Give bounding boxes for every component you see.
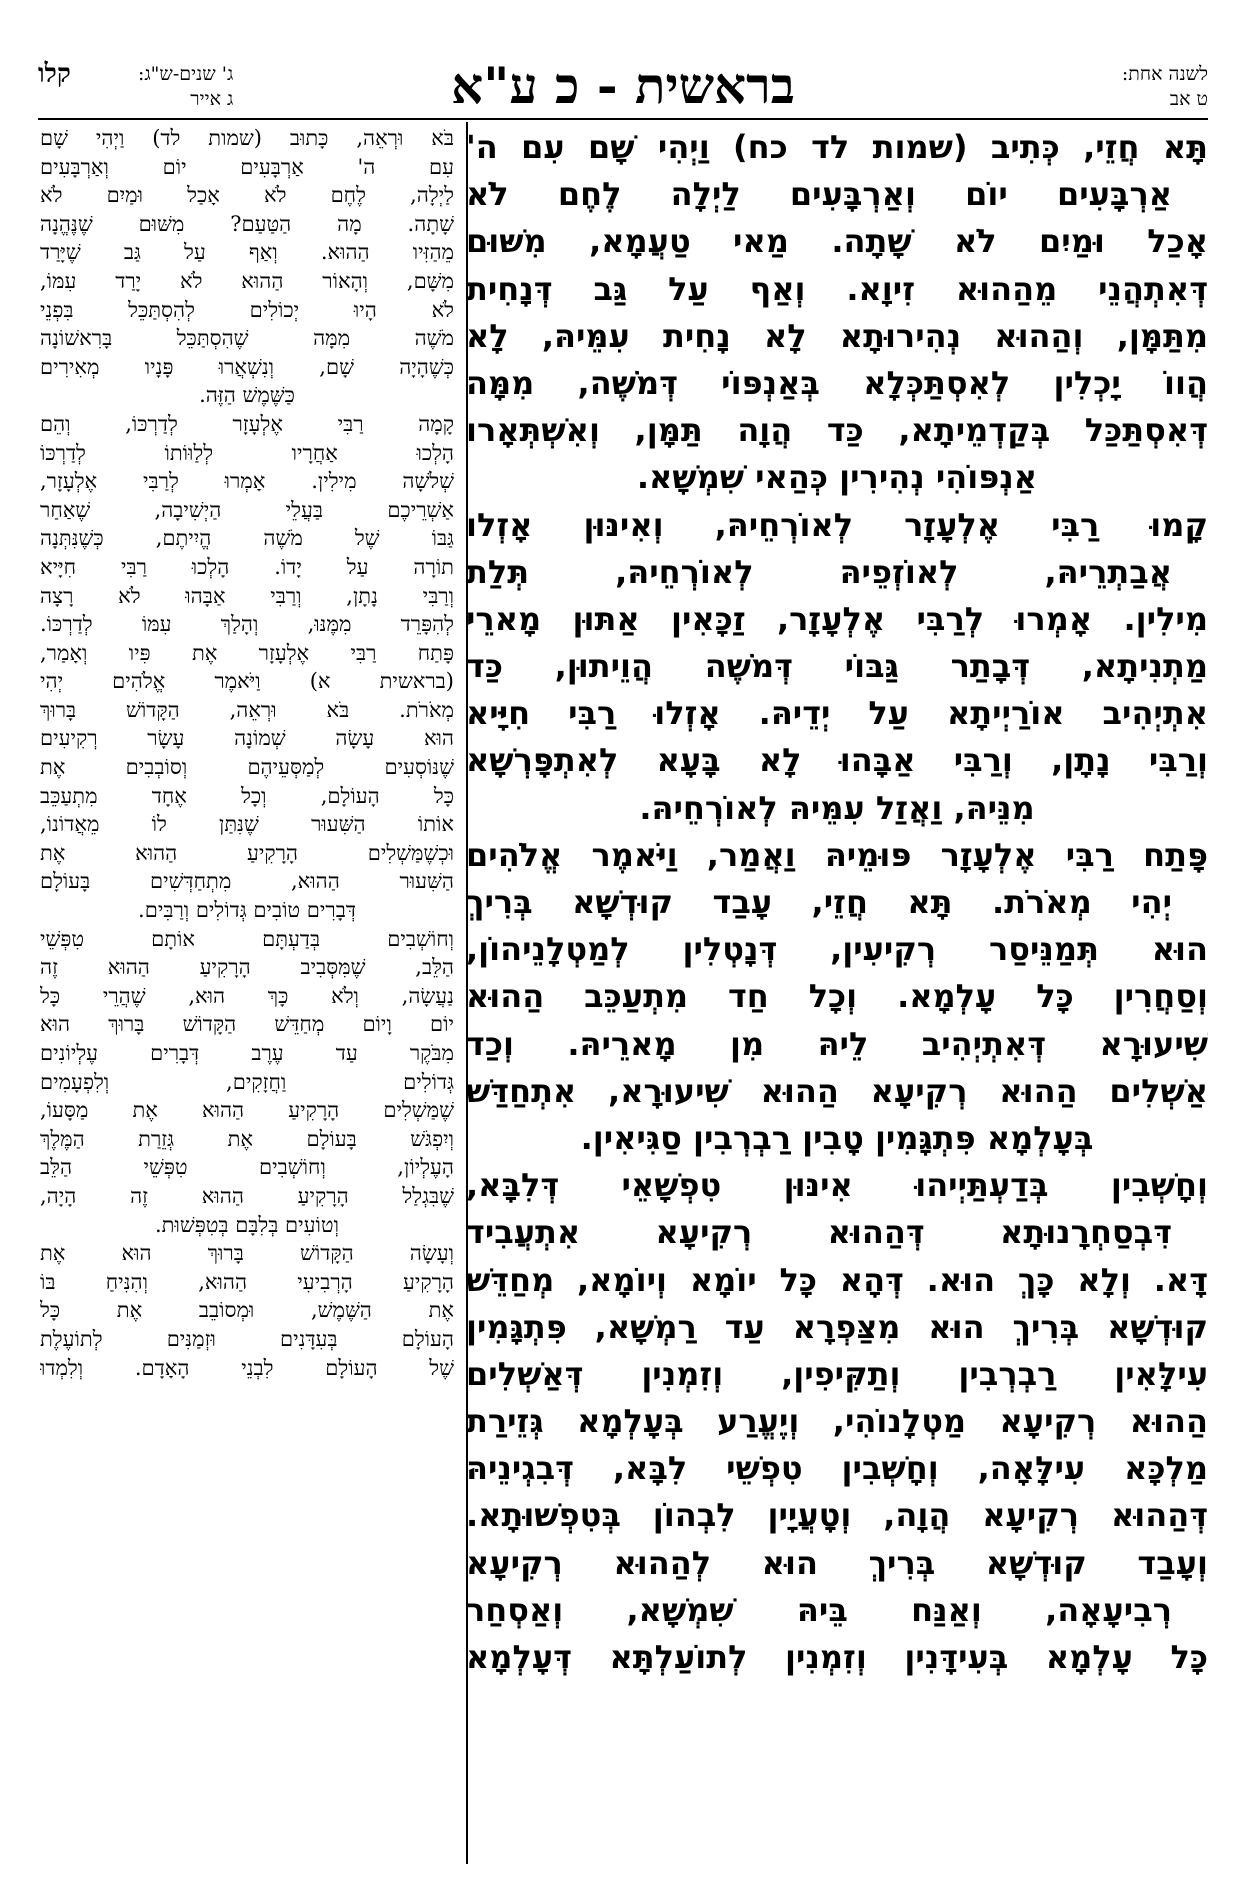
translation-text-line: לַיְלָה, לֶחֶם לֹא אָכַל וּמַיִם לֹא <box>40 183 454 208</box>
main-text-line: אֲבַתְרֵיהּ, לְאוֹזְפֵיהּ לְאוֹרְחֵיהּ, תְּלַת <box>466 552 1172 591</box>
translation-text-line: שָׁתָה. מָה הַטַּעַם? מִשּׁוּם שֶׁנֶּהֱנָה <box>40 211 454 236</box>
main-text-line: קָמוּ רַבִּי אֶלְעָזָר לְאוֹרְחֵיהּ, וְאִינּוּן אָזְלוּ <box>466 505 1208 544</box>
translation-text-line: וְטוֹעִים בְּלִבָּם בְּטִפְּשׁוּת. <box>155 1212 339 1237</box>
translation-text-line: אוֹתוֹ הַשִּׁעוּר שֶׁנִּתַּן לוֹ מֵאֲדוֹנוֹ, <box>40 812 454 837</box>
main-text-line: דְּהַהוּא רְקִיעָא הֲוָה, וְטָעֲיָין לִבְהוֹן בְּטִפְשׁוּתָא. <box>466 1496 1208 1535</box>
translation-text-line: לֹא הָיוּ יְכוֹלִים לְהִסְתַּכֵּל בִּפְנֵי <box>40 297 454 322</box>
translation-text-line: הַשִּׁעוּר הַהוּא, מִתְחַדְּשִׁים בָּעוֹלָם <box>40 869 454 894</box>
study-schedule-three-years <box>138 62 233 112</box>
translation-text-line: וְיִפְגֹּשׁ בָּעוֹלָם אֶת גְּזֵרַת הַמֶּלֶךְ <box>40 1126 454 1151</box>
main-text-line: הֲווֹ יָכְלִין לְאִסְתַּכְּלָא בְּאַנְפּוֹי דְּמֹשֶׁה, מִמָּה <box>466 363 1208 402</box>
translation-text-line: יוֹם וָיוֹם מְחַדֵּשׁ הַקָּדוֹשׁ בָּרוּךְ הוּא <box>40 1012 454 1037</box>
hebrew-translation-column <box>40 124 454 1864</box>
schedule-label: לשנה אחת: <box>1121 63 1208 85</box>
translation-text-line: שֶׁל הָעוֹלָם לִבְנֵי הָאָדָם. וְלִמְדוּ <box>40 1355 454 1380</box>
translation-text-line: (בראשית א) וַיֹּאמֶר אֱלֹהִים יְהִי <box>40 669 454 694</box>
translation-text-line: הָעוֹלָם בְּעִדָּנִים וּזְמַנִּים לְתוֹעֶלֶת <box>40 1326 454 1351</box>
main-text-line: הַהוּא רְקִיעָא מַטְלָנוֹהִי, וְיֶעֱרַע בְּעָלְמָא גְּזֵירַת <box>466 1402 1208 1441</box>
page-header <box>38 56 1208 120</box>
page-number: קלו <box>38 59 71 89</box>
main-text-line: שִׁיעוּרָא דְּאִתְיְהִיב לֵיהּ מִן מָארֵיהּ. וְכַד <box>466 1024 1208 1063</box>
schedule-date: ג אייר <box>190 88 234 110</box>
translation-text-line: נַעֲשָׂה, וְלֹא כָּךְ הוּא, שֶׁהֲרֵי כָּל <box>40 983 454 1008</box>
translation-text-line: מִשָּׁם, וְהָאוֹר הַהוּא לֹא יָרַד עִמּוֹ, <box>40 268 454 293</box>
main-text-line: יְהִי מְאֹרֹת. תָּא חֲזֵי, עָבַד קוּדְשָׁא בְּרִיךְ <box>466 883 1172 921</box>
translation-text-line: גְּדוֹלִים וַחֲזָקִים, וְלִפְעָמִים <box>40 1069 454 1094</box>
main-text-line: וְסַחֲרִין כָּל עָלְמָא. וְכָל חַד מִתְעַכֵּב הַהוּא <box>466 977 1208 1016</box>
translation-text-line: הָלְכוּ אַחֲרָיו לְלַוּוֹתוֹ לְדַרְכּוֹ <box>40 440 454 465</box>
main-text-line: אַשְׁלִים הַהוּא רְקִיעָא הַהוּא שִׁיעוּרָא, אִתְחַדַּשׁ <box>466 1071 1208 1110</box>
schedule-date: ט אב <box>1169 88 1208 110</box>
main-text-line: מַתְנִיתָא, דְּבָתַר גַּבּוֹי דְּמֹשֶׁה הֲוֵיתוּן, כַּד <box>466 647 1208 686</box>
main-text-line: פָּתַח רַבִּי אֶלְעָזָר פּוּמֵיהּ וַאֲמַר, וַיֹּאמֶר אֱלֹהִים <box>466 835 1208 874</box>
main-text-line: אָכַל וּמַיִם לֹא שָׁתָה. מַאי טַעֲמָא, מִשּׁוּם <box>466 222 1208 261</box>
header-rule <box>38 118 1208 120</box>
translation-text-line: קָמָה רַבִּי אֶלְעָזָר לְדַרְכּוֹ, וְהֵם <box>40 411 454 436</box>
translation-text-line: עִם ה' אַרְבָּעִים יוֹם וְאַרְבָּעִים <box>40 154 454 179</box>
main-text-line: עִילָּאִין רַבְרְבִין וְתַקִּיפִין, וְזִמְנִין דְּאַשְׁלִים <box>466 1354 1208 1393</box>
main-text-line: אַרְבָּעִים יוֹם וְאַרְבָּעִים לַיְלָה לֶחֶם לֹא <box>466 175 1172 214</box>
main-text-line: דָּא. וְלָא כָּךְ הוּא. דְּהָא כָּל יוֹמָא וְיוֹמָא, מְחַדֵּשׁ <box>466 1260 1208 1299</box>
main-text-line: מִילִין. אָמְרוּ לְרַבִּי אֶלְעָזָר, זַכָּאִין אַתּוּן מָארֵי <box>466 599 1208 638</box>
translation-text-line: פָּתַח רַבִּי אֶלְעָזָר אֶת פִּיו וְאָמַר, <box>40 640 454 665</box>
translation-text-line: וְרַבִּי נָתָן, וְרַבִּי אַבָּהוּ לֹא רָצָה <box>40 583 454 608</box>
main-text-line: אִתְיְהִיב אוֹרַיְיתָא עַל יְדֵיהּ. אָזְלוּ רַבִּי חִיָּיא <box>466 694 1208 733</box>
translation-text-line: מֵהַזִּיו הַהוּא. וְאַף עַל גַּב שֶׁיָּרַד <box>40 240 454 265</box>
translation-text-line: מְאֹרֹת. בֹּא וּרְאֵה, הַקָּדוֹשׁ בָּרוּךְ <box>40 697 454 722</box>
translation-text-line: הָעֶלְיוֹן, וְחוֹשְׁבִים טִפְּשֵׁי הַלֵּב <box>40 1155 454 1180</box>
aramaic-text-column <box>466 124 1208 1864</box>
schedule-label: ג' שנים-ש"ג: <box>138 63 234 85</box>
translation-text-line: הָרָקִיעַ הָרְבִיעִי הַהוּא, וְהִנִּיחַ בּוֹ <box>40 1269 454 1294</box>
main-text-line: וְחָשְׁבִין בְּדַעְתַּיְיהוּ אִינּוּן טִפְשָׁאֵי דְּלִבָּא, <box>466 1166 1208 1205</box>
translation-text-line: גַּבּוֹ שֶׁל מֹשֶׁה הֱיִיתֶם, כְּשֶׁנִּתְּנָה <box>40 526 454 551</box>
translation-text-line: שֶׁמַּשְׁלִים הָרָקִיעַ הַהוּא אֶת מַסָּעוֹ, <box>40 1098 454 1123</box>
main-text-line: תָּא חֲזֵי, כְּתִיב (שמות לד כח) וַיְהִי שָׁם עִם ה' <box>466 128 1208 166</box>
translation-text-line: תוֹרָה עַל יָדוֹ. הָלְכוּ רַבִּי חִיָּיא <box>40 554 454 579</box>
main-text-line: כָּל עָלְמָא בְּעִידָּנִין וְזִמְנִין לְתוֹעַלְתָּא דְּעָלְמָא <box>466 1638 1208 1676</box>
translation-text-line: אֶת הַשֶּׁמֶשׁ, וּמְסוֹבֵב אֶת כָּל <box>40 1298 454 1323</box>
main-text-line: וְרַבִּי נָתָן, וְרַבִּי אַבָּהוּ לָא בָּעָא לְאִתְפָּרְשָׁא <box>466 741 1208 780</box>
translation-text-line: לְהִפָּרֵד מִמֶּנּוּ, וְהָלַךְ עִמּוֹ לְדַרְכּוֹ. <box>40 612 454 637</box>
translation-text-line: וּכְשֶׁמַּשְׁלִים הָרָקִיעַ הַהוּא אֶת <box>40 840 454 865</box>
translation-text-line: בֹּא וּרְאֵה, כָּתוּב (שמות לד) וַיְהִי שָׁם <box>40 126 454 150</box>
page-title: בראשית - כ ע"א <box>451 56 795 115</box>
main-text-line: דְּאִסְתַּכַּל בְּקַדְמֵיתָא, כַּד הֲוָה תַּמָּן, וְאִשְׁתְּאָרוּ <box>466 411 1208 450</box>
translation-text-line: מִבֹּקֶר עַד עֶרֶב דְּבָרִים עֶלְיוֹנִים <box>40 1041 454 1065</box>
main-text-line: דִּבְסַחְרָנוּתָא דְּהַהוּא רְקִיעָא אִתְעֲבִיד <box>466 1213 1172 1252</box>
translation-text-line: כַּשֶּׁמֶשׁ הַזֶּה. <box>199 383 295 408</box>
translation-text-line: וְעָשָׂה הַקָּדוֹשׁ בָּרוּךְ הוּא אֶת <box>40 1241 454 1266</box>
main-text-line: הוּא תְּמַנֵּיסַר רְקִיעִין, דְּנָטְלִין לְמַטְלָנֵיהוֹן, <box>466 930 1208 969</box>
main-text-line: רְבִיעָאָה, וְאַנַּח בֵּיהּ שִׁמְשָׁא, וְאַסְחַר <box>466 1590 1172 1629</box>
translation-text-line: מֹשֶׁה מִמָּה שֶׁהִסְתַּכֵּל בָּרִאשׁוֹנָה <box>40 326 454 351</box>
translation-text-line: כְּשֶׁהָיָה שָׁם, וְנִשְׁאֲרוּ פָּנָיו מְאִירִים <box>40 354 454 379</box>
translation-text-line: הוּא עָשָׂה שְׁמוֹנָה עָשָׂר רְקִיעִים <box>40 726 454 751</box>
main-text-line: בְּעָלְמָא פִּתְגָּמִין טָבִין רַבְרְבִין סַגִּיאִין. <box>580 1118 1094 1157</box>
translation-text-line: דְּבָרִים טוֹבִים גְּדוֹלִים וְרַבִּים. <box>138 898 356 923</box>
main-text-line: קוּדְשָׁא בְּרִיךְ הוּא מִצַּפְרָא עַד רַמְשָׁא, פִּתְגָּמִין <box>466 1307 1208 1346</box>
main-text-line: מַלְכָּא עִילָּאָה, וְחָשְׁבִין טִפְשֵׁי לִבָּא, דְּבִגְינֵיהּ <box>466 1449 1208 1488</box>
translation-text-line: אַשְׁרֵיכֶם בַּעֲלֵי הַיְשִׁיבָה, שֶׁאַחַר <box>40 497 454 522</box>
main-text-line: אַנְפּוֹהִי נְהִירִין כְּהַאי שִׁמְשָׁא. <box>636 458 1038 497</box>
translation-text-line: שֶׁבִּגְלַל הָרָקִיעַ הַהוּא זֶה הָיָה, <box>40 1183 454 1208</box>
translation-text-line: שְׁלֹשָׁה מִילִין. אָמְרוּ לְרַבִּי אֶלְעָזָר, <box>40 469 454 494</box>
main-text-line: מִנֵּיהּ, וַאֲזַל עִמֵּיהּ לְאוֹרְחֵיהּ. <box>639 788 1035 827</box>
translation-text-line: הַלֵּב, שֶׁמִּסְּבִיב הָרָקִיעַ הַהוּא זֶה <box>40 955 454 980</box>
main-text-line: מִתַּמָּן, וְהַהוּא נְהִירוּתָא לָא נָחִית עִמֵּיהּ, לָא <box>466 316 1208 355</box>
main-text-line: דְּאִתְהֲנֵי מֵהַהוּא זִיוָא. וְאַף עַל גַּב דְּנָחִית <box>466 269 1208 308</box>
main-text-line: וְעָבַד קוּדְשָׁא בְּרִיךְ הוּא לְהַהוּא רְקִיעָא <box>466 1543 1208 1582</box>
translation-text-line: שֶׁנּוֹסְעִים לְמַסְּעֵיהֶם וְסוֹבְבִים אֶת <box>40 755 454 780</box>
translation-text-line: וְחוֹשְׁבִים בְּדַעְתָּם אוֹתָם טִפְּשֵׁי <box>40 926 454 951</box>
translation-text-line: כָּל הָעוֹלָם, וְכָל אֶחָד מִתְעַכֵּב <box>40 783 454 808</box>
